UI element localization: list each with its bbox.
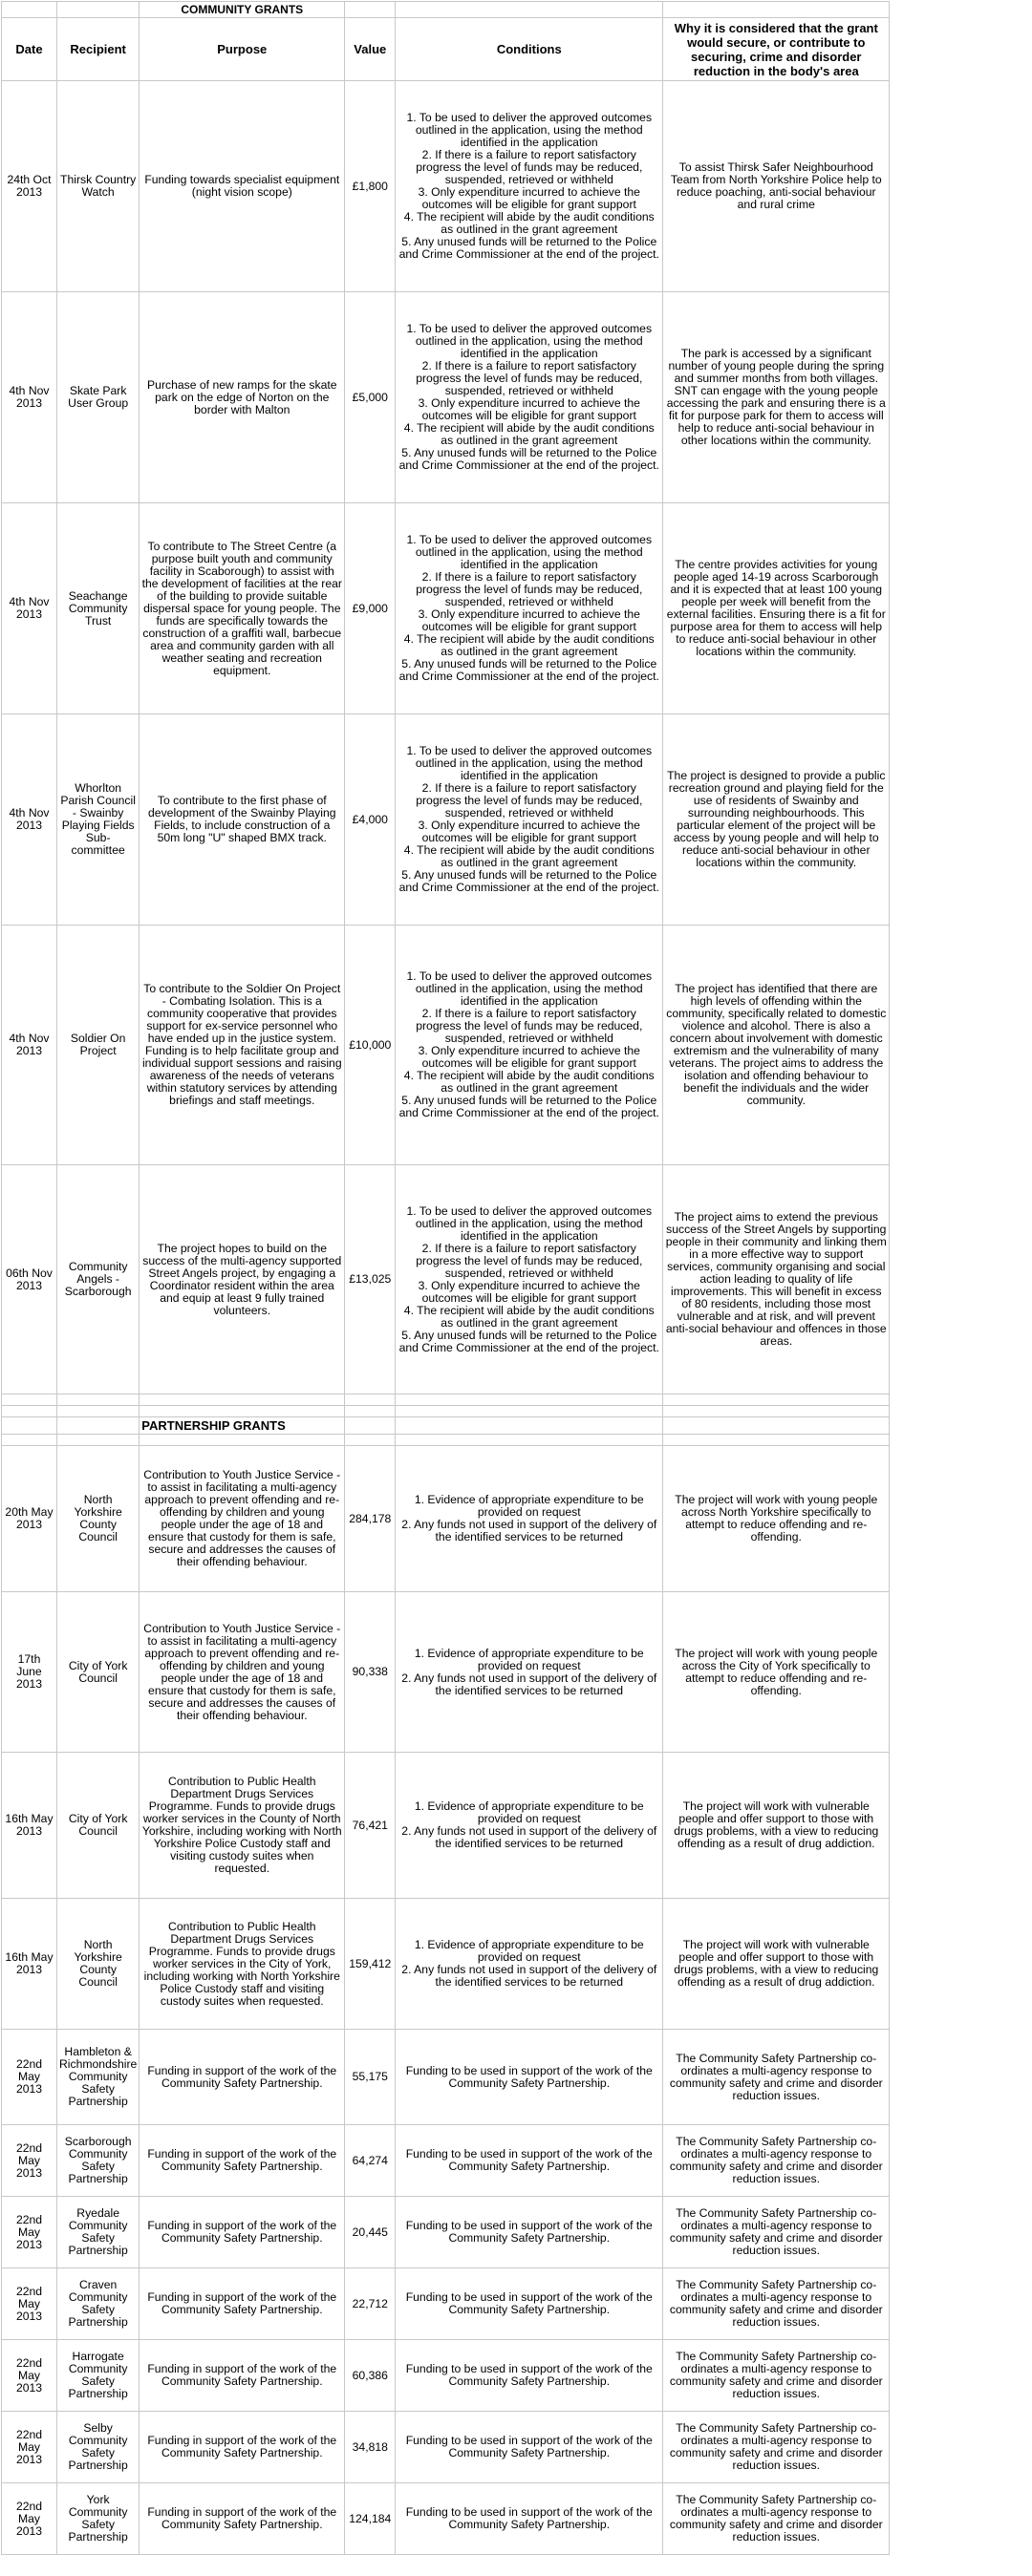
grant-conditions: 1. To be used to deliver the approved outcomes outlined in the application, using the method identified in the application 2. If there is a failure to report satisfactory progress the level of funds may be reduced, suspended, retrieved or withheld 3. Only expenditure incurred to achieve the outcomes will be eligible for grant support 4. The recipient will abide by the audit conditions as outlined in the grant agreement 5. Any unused funds will be returned to the Police and Crime Commissioner at the end of the project. [396,503,663,714]
grant-rationale: The Community Safety Partnership co-ordinates a multi-agency response to community safety and crime and disorder reduction issues. [663,2340,890,2412]
grant-rationale: The project will work with vulnerable people and offer support to those with drugs problems, with a view to reducing offending as a result of drug addiction. [663,1899,890,2030]
cell-empty [57,1394,140,1406]
grant-purpose: Contribution to Public Health Department Drugs Services Programme. Funds to provide drugs worker services in the County of North Yorkshire, including working with North Yorkshire Police Custody staff and visiting custody suites when requested. [140,1753,345,1899]
cell-empty [140,1435,345,1446]
grant-value: 90,338 [345,1592,396,1753]
cell-empty [2,2,57,18]
grant-value: 22,712 [345,2268,396,2340]
grant-rationale: The project will work with young people across North Yorkshire specifically to attempt to reduce offending and re-offending. [663,1446,890,1592]
grant-purpose: Contribution to Youth Justice Service - to assist in facilitating a multi-agency approach to prevent offending and re-offending by children and young people under the age of 18 and ensure that custody for them is safe, secure and addresses the causes of their offending behaviour. [140,1592,345,1753]
community-grant-row [2,926,890,1165]
grant-value: 76,421 [345,1753,396,1899]
grant-recipient: Seachange Community Trust [57,503,140,714]
partnership-grant-row [2,2268,890,2340]
grant-value: 159,412 [345,1899,396,2030]
grant-date: 4th Nov 2013 [2,503,57,714]
cell-empty [396,1417,663,1435]
grant-recipient: City of York Council [57,1753,140,1899]
grant-conditions: Funding to be used in support of the work of the Community Safety Partnership. [396,2268,663,2340]
grant-conditions: 1. To be used to deliver the approved outcomes outlined in the application, using the method identified in the application 2. If there is a failure to report satisfactory progress the level of funds may be reduced, suspended, retrieved or withheld 3. Only expenditure incurred to achieve the outcomes will be eligible for grant support 4. The recipient will abide by the audit conditions as outlined in the grant agreement 5. Any unused funds will be returned to the Police and Crime Commissioner at the end of the project. [396,714,663,926]
grant-purpose: To contribute to the Soldier On Project - Combating Isolation. This is a community cooperative that provides support for ex-service personnel who have ended up in the justice system. Funding is to help facilitate group and individual support sessions and raising awareness of the needs of veterans within statutory services by attending briefings and staff meetings. [140,926,345,1165]
partnership-grant-row [2,2340,890,2412]
grant-conditions: Funding to be used in support of the work of the Community Safety Partnership. [396,2125,663,2197]
grant-purpose: Funding in support of the work of the Community Safety Partnership. [140,2268,345,2340]
title-row [2,2,890,18]
cell-empty [345,1417,396,1435]
grant-value: 20,445 [345,2197,396,2268]
grant-purpose: Purchase of new ramps for the skate park on the edge of Norton on the border with Malton [140,292,345,503]
grant-value: 60,386 [345,2340,396,2412]
grant-recipient: Craven Community Safety Partnership [57,2268,140,2340]
cell-empty [57,1406,140,1417]
grant-value: 124,184 [345,2483,396,2555]
cell-empty [2,1417,57,1435]
grant-date: 20th May 2013 [2,1446,57,1592]
grant-date: 06th Nov 2013 [2,1165,57,1394]
grant-rationale: The project has identified that there are high levels of offending within the community, specifically related to domestic violence and alcohol. There is also a concern about involvement with domestic extremism and the vulnerability of many veterans. The project aims to address the isolation and offending behaviour to benefit the individuals and the wider community. [663,926,890,1165]
cell-empty [396,1394,663,1406]
grant-conditions: Funding to be used in support of the work of the Community Safety Partnership. [396,2197,663,2268]
grant-date: 16th May 2013 [2,1899,57,2030]
partnership-grant-row [2,1899,890,2030]
grant-date: 4th Nov 2013 [2,292,57,503]
grant-recipient: Hambleton & Richmondshire Community Safety Partnership [57,2030,140,2125]
header-why: Why it is considered that the grant would secure, or contribute to securing, crime and disorder reduction in the body's area [663,18,890,81]
grant-value: £13,025 [345,1165,396,1394]
grant-conditions: 1. To be used to deliver the approved outcomes outlined in the application, using the method identified in the application 2. If there is a failure to report satisfactory progress the level of funds may be reduced, suspended, retrieved or withheld 3. Only expenditure incurred to achieve the outcomes will be eligible for grant support 4. The recipient will abide by the audit conditions as outlined in the grant agreement 5. Any unused funds will be returned to the Police and Crime Commissioner at the end of the project. [396,1165,663,1394]
community-grant-row [2,714,890,926]
grant-recipient: Harrogate Community Safety Partnership [57,2340,140,2412]
grant-recipient: Ryedale Community Safety Partnership [57,2197,140,2268]
blank-row [2,1435,890,1446]
cell-empty [663,2,890,18]
grant-rationale: The project aims to extend the previous success of the Street Angels by supporting people in their community and linking them in a more effective way to support services, community organising and social action leading to quality of life improvements. This will benefit in excess of 80 residents, including those most vulnerable and at risk, and will prevent anti-social behaviour and offences in those areas. [663,1165,890,1394]
grant-recipient: Community Angels - Scarborough [57,1165,140,1394]
grant-rationale: The Community Safety Partnership co-ordinates a multi-agency response to community safety and crime and disorder reduction issues. [663,2197,890,2268]
grant-recipient: Scarborough Community Safety Partnership [57,2125,140,2197]
cell-empty [396,1435,663,1446]
community-grant-row [2,81,890,292]
grant-conditions: Funding to be used in support of the work of the Community Safety Partnership. [396,2030,663,2125]
empty-sheet-area [887,1,1031,2576]
grant-conditions: 1. To be used to deliver the approved outcomes outlined in the application, using the method identified in the application 2. If there is a failure to report satisfactory progress the level of funds may be reduced, suspended, retrieved or withheld 3. Only expenditure incurred to achieve the outcomes will be eligible for grant support 4. The recipient will abide by the audit conditions as outlined in the grant agreement 5. Any unused funds will be returned to the Police and Crime Commissioner at the end of the project. [396,926,663,1165]
blank-row [2,1406,890,1417]
grant-conditions: 1. Evidence of appropriate expenditure to be provided on request 2. Any funds not used in support of the delivery of the identified services to be returned [396,1753,663,1899]
grant-recipient: Whorlton Parish Council - Swainby Playing Fields Sub-committee [57,714,140,926]
grant-rationale: The project will work with vulnerable people and offer support to those with drugs problems, with a view to reducing offending as a result of drug addiction. [663,1753,890,1899]
partnership-grant-row [2,2483,890,2555]
header-conditions: Conditions [396,18,663,81]
grant-purpose: Funding in support of the work of the Community Safety Partnership. [140,2197,345,2268]
grant-date: 17th June 2013 [2,1592,57,1753]
partnership-grant-row [2,1592,890,1753]
grant-recipient: City of York Council [57,1592,140,1753]
grant-purpose: Funding in support of the work of the Community Safety Partnership. [140,2483,345,2555]
grant-recipient: North Yorkshire County Council [57,1899,140,2030]
grant-rationale: The centre provides activities for young people aged 14-19 across Scarborough and it is expected that at least 100 young people per week will benefit from the external facilities. Ensuring there is a fit for purpose area for them to access will help to reduce anti-social behaviour in other locations within the community. [663,503,890,714]
grant-value: 64,274 [345,2125,396,2197]
grant-rationale: The project is designed to provide a public recreation ground and playing field for the use of residents of Swainby and surrounding neighbourhoods. This particular element of the project will be access by young people and will help to reduce anti-social behaviour in other locations within the community. [663,714,890,926]
grant-purpose: Funding in support of the work of the Community Safety Partnership. [140,2340,345,2412]
grant-conditions: Funding to be used in support of the work of the Community Safety Partnership. [396,2483,663,2555]
community-grant-row [2,503,890,714]
cell-empty [2,1406,57,1417]
grant-recipient: Selby Community Safety Partnership [57,2412,140,2483]
grant-rationale: The Community Safety Partnership co-ordinates a multi-agency response to community safety and crime and disorder reduction issues. [663,2412,890,2483]
cell-empty [2,1394,57,1406]
cell-empty [345,2,396,18]
grant-value: 284,178 [345,1446,396,1592]
grant-recipient: Soldier On Project [57,926,140,1165]
grant-rationale: The Community Safety Partnership co-ordinates a multi-agency response to community safety and crime and disorder reduction issues. [663,2125,890,2197]
partnership-grant-row [2,1753,890,1899]
grant-rationale: To assist Thirsk Safer Neighbourhood Team from North Yorkshire Police help to reduce poaching, anti-social behaviour and rural crime [663,81,890,292]
partnership-grant-row [2,1446,890,1592]
grant-date: 4th Nov 2013 [2,714,57,926]
grant-purpose: Contribution to Youth Justice Service - to assist in facilitating a multi-agency approach to prevent offending and re-offending by children and young people under the age of 18 and ensure that custody for them is safe, secure and addresses the causes of their offending behaviour. [140,1446,345,1592]
grant-date: 22nd May 2013 [2,2030,57,2125]
cell-empty [140,1394,345,1406]
grant-value: 34,818 [345,2412,396,2483]
grant-date: 22nd May 2013 [2,2483,57,2555]
grant-value: £10,000 [345,926,396,1165]
community-grant-row [2,1165,890,1394]
grant-value: £4,000 [345,714,396,926]
grant-conditions: 1. To be used to deliver the approved outcomes outlined in the application, using the method identified in the application 2. If there is a failure to report satisfactory progress the level of funds may be reduced, suspended, retrieved or withheld 3. Only expenditure incurred to achieve the outcomes will be eligible for grant support 4. The recipient will abide by the audit conditions as outlined in the grant agreement 5. Any unused funds will be returned to the Police and Crime Commissioner at the end of the project. [396,292,663,503]
grant-date: 16th May 2013 [2,1753,57,1899]
grant-recipient: York Community Safety Partnership [57,2483,140,2555]
grant-purpose: The project hopes to build on the success of the multi-agency supported Street Angels project, by engaging a Coordinator resident within the area and equip at least 9 fully trained volunteers. [140,1165,345,1394]
grant-recipient: North Yorkshire County Council [57,1446,140,1592]
header-date: Date [2,18,57,81]
header-recipient: Recipient [57,18,140,81]
header-value: Value [345,18,396,81]
community-grant-row [2,292,890,503]
blank-row [2,1394,890,1406]
partnership-title-row [2,1417,890,1435]
grant-conditions: Funding to be used in support of the work of the Community Safety Partnership. [396,2412,663,2483]
cell-empty [345,1406,396,1417]
grant-rationale: The park is accessed by a significant number of young people during the spring and summer months from both villages. SNT can engage with the young people accessing the park and ensuring there is a fit for purpose park for them to access will help to reduce anti-social behaviour in other locations within the community. [663,292,890,503]
grant-conditions: 1. Evidence of appropriate expenditure to be provided on request 2. Any funds not used in support of the delivery of the identified services to be returned [396,1899,663,2030]
grant-date: 4th Nov 2013 [2,926,57,1165]
header-row [2,18,890,81]
partnership-grant-row [2,2197,890,2268]
cell-empty [57,1417,140,1435]
grant-rationale: The Community Safety Partnership co-ordinates a multi-agency response to community safety and crime and disorder reduction issues. [663,2483,890,2555]
cell-empty [663,1435,890,1446]
grant-purpose: Contribution to Public Health Department Drugs Services Programme. Funds to provide drugs worker services in the City of York, including working with North Yorkshire Police Custody staff and visiting custody suites when requested. [140,1899,345,2030]
grant-value: 55,175 [345,2030,396,2125]
cell-empty [345,1394,396,1406]
grant-conditions: Funding to be used in support of the work of the Community Safety Partnership. [396,2340,663,2412]
grant-purpose: To contribute to The Street Centre (a purpose built youth and community facility in Scaborough) to assist with the development of facilities at the rear of the building to provide suitable dispersal space for young people. The funds are specifically towards the construction of a graffiti wall, barbecue area and community garden with all weather seating and recreation equipment. [140,503,345,714]
community-grants-title: COMMUNITY GRANTS [140,2,345,18]
grant-value: £5,000 [345,292,396,503]
grant-conditions: 1. Evidence of appropriate expenditure to be provided on request 2. Any funds not used in support of the delivery of the identified services to be returned [396,1446,663,1592]
grant-date: 22nd May 2013 [2,2412,57,2483]
cell-empty [396,2,663,18]
cell-empty [663,1406,890,1417]
grant-conditions: 1. Evidence of appropriate expenditure to be provided on request 2. Any funds not used in support of the delivery of the identified services to be returned [396,1592,663,1753]
grant-recipient: Thirsk Country Watch [57,81,140,292]
partnership-grant-row [2,2030,890,2125]
cell-empty [663,1394,890,1406]
grant-date: 22nd May 2013 [2,2340,57,2412]
cell-empty [57,1435,140,1446]
cell-empty [396,1406,663,1417]
grant-conditions: 1. To be used to deliver the approved outcomes outlined in the application, using the method identified in the application 2. If there is a failure to report satisfactory progress the level of funds may be reduced, suspended, retrieved or withheld 3. Only expenditure incurred to achieve the outcomes will be eligible for grant support 4. The recipient will abide by the audit conditions as outlined in the grant agreement 5. Any unused funds will be returned to the Police and Crime Commissioner at the end of the project. [396,81,663,292]
header-purpose: Purpose [140,18,345,81]
partnership-grant-row [2,2125,890,2197]
grant-purpose: To contribute to the first phase of development of the Swainby Playing Fields, to include construction of a 50m long "U" shaped BMX track. [140,714,345,926]
grant-date: 22nd May 2013 [2,2125,57,2197]
cell-empty [57,2,140,18]
cell-empty [663,1417,890,1435]
grant-date: 22nd May 2013 [2,2268,57,2340]
grants-table [1,1,890,2555]
cell-empty [2,1435,57,1446]
grant-date: 22nd May 2013 [2,2197,57,2268]
grant-purpose: Funding towards specialist equipment (night vision scope) [140,81,345,292]
grant-purpose: Funding in support of the work of the Community Safety Partnership. [140,2030,345,2125]
grant-rationale: The project will work with young people across the City of York specifically to attempt to reduce offending and re-offending. [663,1592,890,1753]
cell-empty [345,1435,396,1446]
grant-rationale: The Community Safety Partnership co-ordinates a multi-agency response to community safety and crime and disorder reduction issues. [663,2268,890,2340]
grant-purpose: Funding in support of the work of the Community Safety Partnership. [140,2125,345,2197]
grant-date: 24th Oct 2013 [2,81,57,292]
partnership-grant-row [2,2412,890,2483]
grant-value: £1,800 [345,81,396,292]
partnership-grants-title: PARTNERSHIP GRANTS [140,1417,345,1435]
grant-purpose: Funding in support of the work of the Community Safety Partnership. [140,2412,345,2483]
grant-rationale: The Community Safety Partnership co-ordinates a multi-agency response to community safety and crime and disorder reduction issues. [663,2030,890,2125]
grant-value: £9,000 [345,503,396,714]
grant-recipient: Skate Park User Group [57,292,140,503]
cell-empty [140,1406,345,1417]
